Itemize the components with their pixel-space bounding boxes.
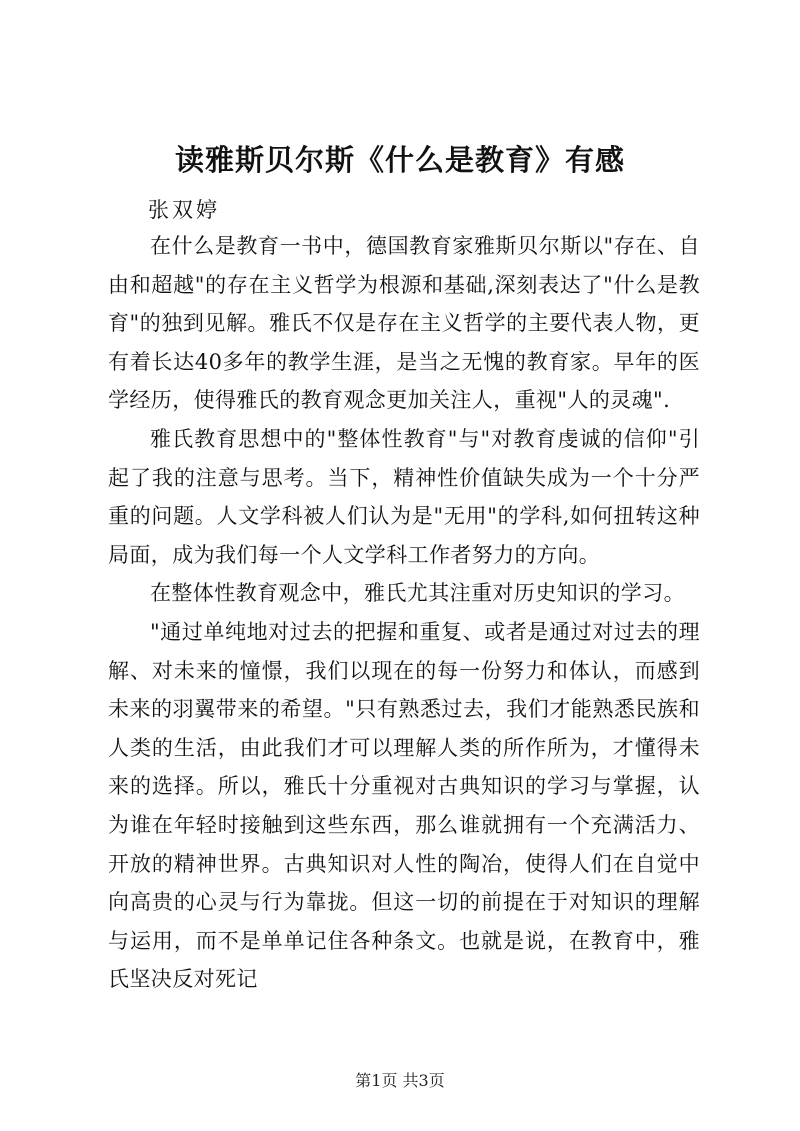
paragraph: 在什么是教育一书中，德国教育家雅斯贝尔斯以"存在、自由和超越"的存在主义哲学为根源和基础,深刻表达了"什么是教育"的独到见解。雅氏不仅是存在主义哲学的主要代表人物，更有着长达40多年的教学生涯，是当之无愧的教育家。早年的医学经历，使得雅氏的教育观念更加关注人，重视"人的灵魂". — [108, 234, 700, 413]
paragraph: "通过单纯地对过去的把握和重复、或者是通过对过去的理解、对未来的憧憬，我们以现在的每一份努力和体认，而感到未来的羽翼带来的希望。"只有熟悉过去，我们才能熟悉民族和人类的生活，由此我们才可以理解人类的所作所为，才懂得未来的选择。所以，雅氏十分重视对古典知识的学习与掌握，认为谁在年轻时接触到这些东西，那么谁就拥有一个充满活力、开放的精神世界。古典知识对人性的陶冶，使得人们在自觉中向高贵的心灵与行为靠拢。但这一切的前提在于对知识的理解与运用，而不是单单记住各种条文。也就是说，在教育中，雅氏坚决反对死记 — [108, 619, 700, 992]
page-number: 第1页 共3页 — [355, 1071, 445, 1090]
author-name: 张双婷 — [148, 198, 220, 222]
paragraph: 在整体性教育观念中，雅氏尤其注重对历史知识的学习。 — [150, 581, 685, 606]
document-title: 读雅斯贝尔斯《什么是教育》有感 — [174, 143, 625, 177]
document-body — [108, 227, 700, 999]
paragraph: 雅氏教育思想中的"整体性教育"与"对教育虔诚的信仰"引起了我的注意与思考。当下，精神性价值缺失成为一个十分严重的问题。人文学科被人们认为是"无用"的学科,如何扭转这种局面，成为我们每一个人文学科工作者努力的方向。 — [108, 426, 700, 567]
